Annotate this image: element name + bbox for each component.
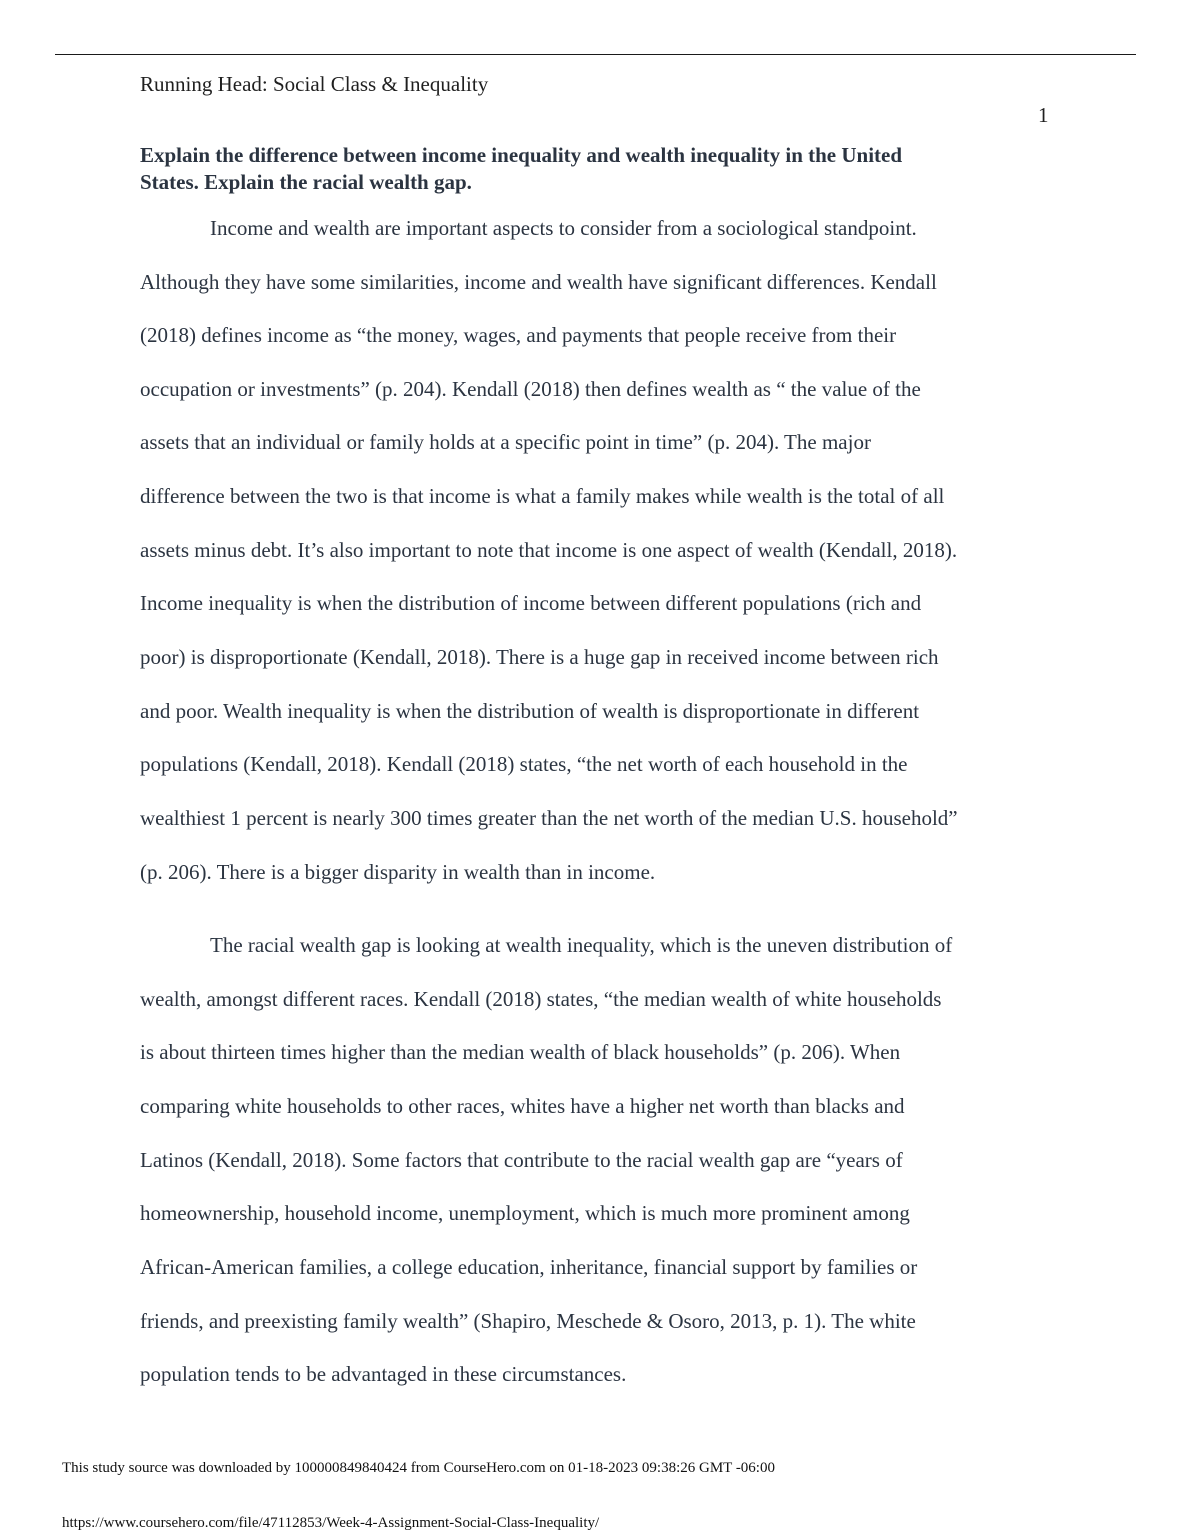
- paragraph-line: Income inequality is when the distribution of income between different populations (rich and: [140, 591, 922, 615]
- paragraph-line: Although they have some similarities, income and wealth have significant differences. Kendall: [140, 270, 937, 294]
- paragraph-line: and poor. Wealth inequality is when the distribution of wealth is disproportionate in different: [140, 699, 920, 723]
- paragraph-line: occupation or investments” (p. 204). Kendall (2018) then defines wealth as “ the value of the: [140, 377, 921, 401]
- paragraph-line: comparing white households to other races, whites have a higher net worth than blacks and: [140, 1094, 905, 1118]
- heading-line: Explain the difference between income inequality and wealth inequality in the United: [140, 143, 903, 167]
- paragraph-line: Latinos (Kendall, 2018). Some factors that contribute to the racial wealth gap are “years of: [140, 1148, 903, 1172]
- paragraph-line: is about thirteen times higher than the median wealth of black households” (p. 206). When: [140, 1040, 901, 1064]
- paragraph-line: The racial wealth gap is looking at wealth inequality, which is the uneven distribution of: [210, 933, 953, 957]
- header-rule: [55, 54, 1136, 55]
- paragraph-line: homeownership, household income, unemployment, which is much more prominent among: [140, 1201, 910, 1225]
- paragraph-line: population tends to be advantaged in these circumstances.: [140, 1362, 627, 1386]
- heading-line: States. Explain the racial wealth gap.: [140, 170, 472, 194]
- source-url[interactable]: https://www.coursehero.com/file/47112853/Week-4-Assignment-Social-Class-Inequality/: [62, 1515, 600, 1531]
- running-head: Running Head: Social Class & Inequality: [140, 72, 489, 96]
- paragraph-line: wealthiest 1 percent is nearly 300 times greater than the net worth of the median U.S. household”: [140, 806, 958, 830]
- question-heading: [140, 142, 1040, 196]
- paragraph-line: populations (Kendall, 2018). Kendall (2018) states, “the net worth of each household in the: [140, 752, 908, 776]
- paragraph-line: wealth, amongst different races. Kendall (2018) states, “the median wealth of white households: [140, 987, 942, 1011]
- paragraph-line: (2018) defines income as “the money, wages, and payments that people receive from their: [140, 323, 897, 347]
- paragraph-line: (p. 206). There is a bigger disparity in wealth than in income.: [140, 860, 656, 884]
- paragraph-line: friends, and preexisting family wealth” (Shapiro, Meschede & Osoro, 2013, p. 1). The white: [140, 1309, 916, 1333]
- paragraph-line: African-American families, a college education, inheritance, financial support by families or: [140, 1255, 918, 1279]
- paragraph-line: poor) is disproportionate (Kendall, 2018). There is a huge gap in received income between rich: [140, 645, 939, 669]
- paragraph-line: assets minus debt. It’s also important to note that income is one aspect of wealth (Kendall, 2018).: [140, 538, 958, 562]
- page-number: 1: [1038, 103, 1049, 127]
- paragraph-line: difference between the two is that income is what a family makes while wealth is the total of all: [140, 484, 945, 508]
- paragraph-line: assets that an individual or family holds at a specific point in time” (p. 204). The major: [140, 430, 871, 454]
- download-source-note: This study source was downloaded by 100000849840424 from CourseHero.com on 01-18-2023 09:38:26 GMT -06:00: [62, 1460, 775, 1476]
- paragraph-line: Income and wealth are important aspects to consider from a sociological standpoint.: [210, 216, 917, 240]
